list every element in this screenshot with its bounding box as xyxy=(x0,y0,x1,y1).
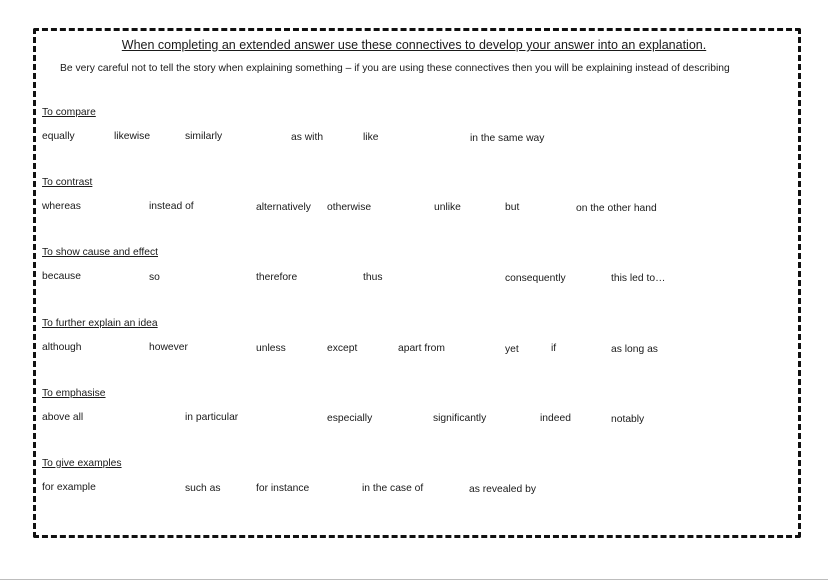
connective-word: instead of xyxy=(149,201,194,212)
connective-word: such as xyxy=(185,483,221,494)
connective-word: especially xyxy=(327,413,373,424)
connective-word: as revealed by xyxy=(469,484,536,495)
section-heading-explain: To further explain an idea xyxy=(42,318,158,329)
connective-word: unless xyxy=(256,343,286,354)
connective-word: similarly xyxy=(185,131,223,142)
connective-word: for example xyxy=(42,482,96,493)
connective-word: if xyxy=(551,343,557,354)
connective-word: yet xyxy=(505,344,519,355)
connective-word: in particular xyxy=(185,412,239,423)
connective-word: although xyxy=(42,342,82,353)
connective-word: unlike xyxy=(434,202,461,213)
connective-word: alternatively xyxy=(256,202,311,213)
connective-word: indeed xyxy=(540,413,571,424)
page-subtitle: Be very careful not to tell the story when explaining something – if you are using these connectives then you will be explaining instead of describing xyxy=(60,63,730,74)
section-heading-compare: To compare xyxy=(42,107,96,118)
section-heading-cause-effect: To show cause and effect xyxy=(42,247,159,258)
connective-word: for instance xyxy=(256,483,310,494)
connective-word: thus xyxy=(363,272,383,283)
connective-word: but xyxy=(505,202,520,213)
connective-word: in the same way xyxy=(470,133,545,144)
connective-word: otherwise xyxy=(327,202,372,213)
section-heading-contrast: To contrast xyxy=(42,177,93,188)
connective-word: like xyxy=(363,132,379,143)
connective-word: likewise xyxy=(114,131,151,142)
page-title: When completing an extended answer use these connectives to develop your answer into an explanation. xyxy=(121,38,707,52)
connective-word: as with xyxy=(291,132,324,143)
connective-word: so xyxy=(149,272,160,283)
connective-word: as long as xyxy=(611,344,658,355)
connective-word: this led to… xyxy=(611,273,666,284)
connective-word: therefore xyxy=(256,272,298,283)
connective-word: equally xyxy=(42,131,75,142)
connective-word: notably xyxy=(611,414,645,425)
connective-word: however xyxy=(149,342,188,353)
connective-word: because xyxy=(42,271,81,282)
section-heading-examples: To give examples xyxy=(42,458,122,469)
section-heading-emphasise: To emphasise xyxy=(42,388,106,399)
connective-word: except xyxy=(327,343,358,354)
connective-word: above all xyxy=(42,412,84,423)
connective-word: whereas xyxy=(42,201,81,212)
connective-word: apart from xyxy=(398,343,445,354)
connective-word: in the case of xyxy=(362,483,424,494)
dashed-border-frame xyxy=(33,28,801,538)
scan-edge-line xyxy=(0,579,828,580)
connective-word: on the other hand xyxy=(576,203,657,214)
connective-word: significantly xyxy=(433,413,487,424)
connective-word: consequently xyxy=(505,273,566,284)
